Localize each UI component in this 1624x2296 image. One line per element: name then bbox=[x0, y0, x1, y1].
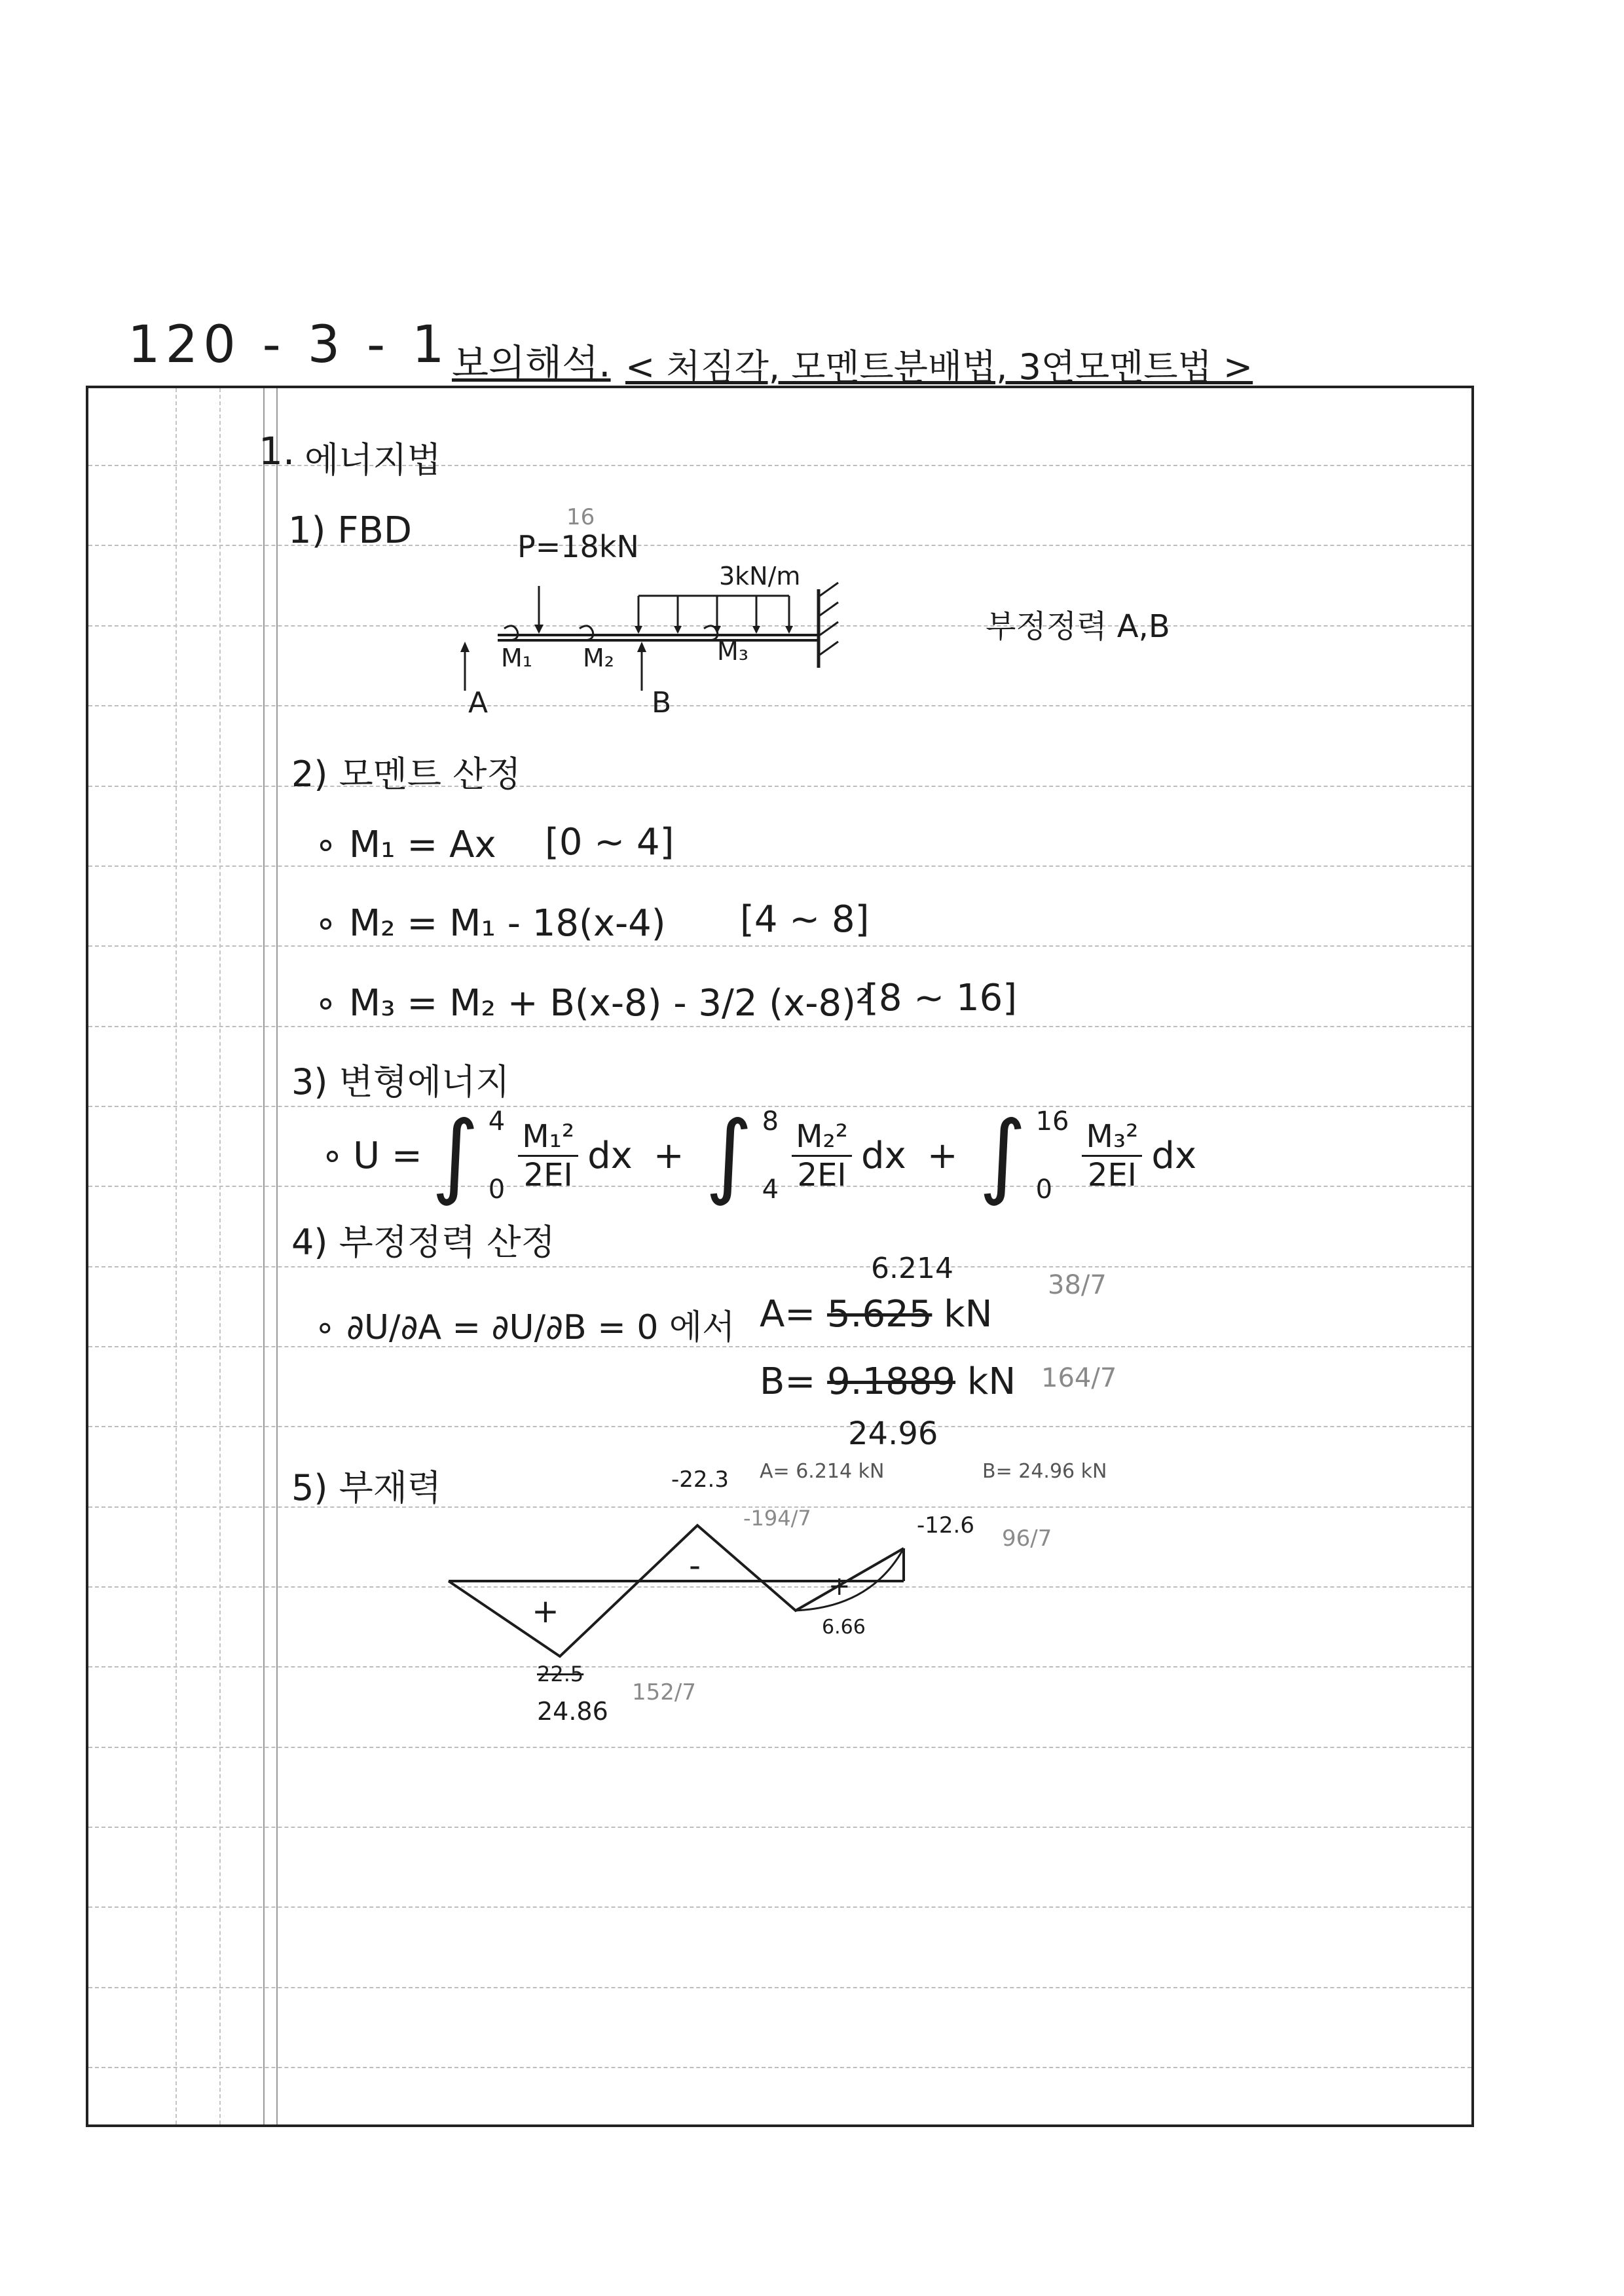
page-subtitle: < 처짐각, 모멘트분배법, 3연모멘트법 > bbox=[625, 346, 1253, 388]
reaction-a-struck: 5.625 bbox=[827, 1293, 932, 1336]
t1-upper: 4 bbox=[488, 1106, 506, 1137]
bending-moment-diagram bbox=[439, 1512, 936, 1669]
moment-eq-1-range: [0 ~ 4] bbox=[545, 821, 674, 864]
page-title: 보의해석. bbox=[452, 341, 611, 386]
rule-line bbox=[88, 1906, 1471, 1908]
rule-line bbox=[88, 465, 1471, 466]
margin-line bbox=[276, 388, 278, 2124]
energy-lhs: U = bbox=[353, 1134, 422, 1177]
moment-eq-3-expr: M₃ = M₂ + B(x-8) - 3/2 (x-8)² bbox=[348, 982, 871, 1025]
moment-label-m2: M₂ bbox=[583, 644, 615, 672]
distributed-load-label: 3kN/m bbox=[719, 562, 801, 591]
reaction-b-struck: 9.1889 bbox=[827, 1360, 956, 1403]
point-load-label: P=18kN bbox=[517, 529, 639, 564]
t3-lower: 0 bbox=[1035, 1175, 1053, 1205]
moment-eq-1: ∘ M₁ = Ax bbox=[314, 824, 496, 866]
reaction-a-fraction: 38/7 bbox=[1048, 1270, 1107, 1300]
strain-energy-equation: ∘ U = ∫ 4 0 $\frac{\text{M₁²}}{2EI}$ dx + ∫ 8 4 $\frac{\text{M₂²}}{2EI}$ dx + ∫ 16 0 $\frac{\text{M₃²}}{2EI}$ dx bbox=[321, 1102, 1197, 1209]
t1-lower: 0 bbox=[488, 1175, 506, 1205]
t2-den: 2EI bbox=[797, 1156, 847, 1194]
t1-dx: dx bbox=[587, 1134, 633, 1177]
rule-line bbox=[88, 1987, 1471, 1988]
bmd-pos-peak-span1-fraction: 152/7 bbox=[632, 1679, 696, 1705]
rule-line bbox=[88, 866, 1471, 867]
rule-line bbox=[88, 1827, 1471, 1828]
t2-upper: 8 bbox=[762, 1106, 779, 1137]
moment-eq-3: ∘ M₃ = M₂ + B(x-8) - 3/2 (x-8)² bbox=[314, 982, 871, 1025]
fbd-label: 1) FBD bbox=[288, 509, 413, 552]
moments-label: 2) 모멘트 산정 bbox=[291, 754, 521, 795]
redundant-condition-text: ∂U/∂A = ∂U/∂B = 0 에서 bbox=[346, 1308, 735, 1347]
plus-2: + bbox=[927, 1134, 958, 1177]
t1-num: M₁² bbox=[518, 1121, 578, 1157]
rule-line bbox=[88, 945, 1471, 947]
support-label-b: B bbox=[652, 686, 672, 720]
rule-line bbox=[88, 1426, 1471, 1427]
bmd-sign-1: + bbox=[532, 1592, 559, 1630]
reaction-b-unit: kN bbox=[967, 1360, 1016, 1403]
redundant-label: 4) 부정정력 산정 bbox=[291, 1222, 555, 1263]
reaction-a-final: A= 6.214 kN bbox=[760, 1460, 885, 1483]
bmd-neg-peak-fraction: -194/7 bbox=[743, 1506, 811, 1531]
bmd-pos-peak-span1: 24.86 bbox=[537, 1697, 608, 1726]
problem-number: 120 - 3 - 1 bbox=[128, 316, 450, 374]
reaction-a: A= 5.625 kN bbox=[760, 1293, 993, 1336]
reaction-b-fraction: 164/7 bbox=[1041, 1363, 1117, 1393]
bmd-pos-peak-span2: 6.66 bbox=[822, 1616, 866, 1639]
moment-label-m1: M₁ bbox=[501, 644, 533, 672]
reaction-a-unit: kN bbox=[944, 1293, 993, 1336]
t3-den: 2EI bbox=[1087, 1156, 1137, 1194]
moment-eq-3-range: [8 ~ 16] bbox=[864, 977, 1018, 1019]
bmd-label: 5) 부재력 bbox=[291, 1467, 442, 1508]
t2-num: M₂² bbox=[792, 1121, 852, 1157]
reaction-b-final: B= 24.96 kN bbox=[982, 1460, 1107, 1483]
margin-line bbox=[219, 388, 221, 2124]
moment-label-m3: M₃ bbox=[717, 637, 749, 666]
bmd-end-moment: -12.6 bbox=[917, 1512, 974, 1539]
moment-eq-2-range: [4 ~ 8] bbox=[740, 898, 870, 941]
t2-lower: 4 bbox=[762, 1175, 779, 1205]
t2-dx: dx bbox=[861, 1134, 906, 1177]
moment-eq-1-expr: M₁ = Ax bbox=[348, 824, 496, 866]
t3-upper: 16 bbox=[1035, 1106, 1069, 1137]
reaction-a-corrected: 6.214 bbox=[871, 1252, 953, 1285]
support-label-a: A bbox=[468, 686, 489, 720]
rule-line bbox=[88, 1747, 1471, 1748]
t3-num: M₃² bbox=[1082, 1121, 1142, 1157]
bmd-end-moment-fraction: 96/7 bbox=[1002, 1525, 1052, 1552]
margin-line bbox=[263, 388, 265, 2124]
rule-line bbox=[88, 2067, 1471, 2068]
bmd-sign-3: + bbox=[828, 1571, 851, 1601]
rule-line bbox=[88, 1026, 1471, 1027]
moment-eq-2: ∘ M₂ = M₁ - 18(x-4) bbox=[314, 902, 666, 945]
section-title: 에너지법 bbox=[304, 439, 441, 481]
margin-line bbox=[175, 388, 177, 2124]
moment-eq-2-expr: M₂ = M₁ - 18(x-4) bbox=[348, 902, 666, 945]
rule-line bbox=[88, 1346, 1471, 1347]
reaction-b: B= 9.1889 kN bbox=[760, 1360, 1016, 1403]
bmd-neg-peak: -22.3 bbox=[671, 1467, 729, 1493]
rule-line bbox=[88, 1266, 1471, 1267]
reaction-b-corrected: 24.96 bbox=[848, 1415, 938, 1452]
section-number: 1. bbox=[259, 429, 295, 473]
redundant-condition: ∘ ∂U/∂A = ∂U/∂B = 0 에서 bbox=[314, 1308, 735, 1347]
plus-1: + bbox=[653, 1134, 684, 1177]
t3-dx: dx bbox=[1151, 1134, 1197, 1177]
strain-energy-label: 3) 변형에너지 bbox=[291, 1061, 510, 1102]
t1-den: 2EI bbox=[523, 1156, 573, 1194]
point-load-correction: 16 bbox=[566, 504, 595, 530]
bmd-sign-2: - bbox=[689, 1546, 701, 1584]
bmd-pos-peak-span1-struck: 22.5 bbox=[537, 1662, 584, 1686]
redundant-note: 부정정력 A,B bbox=[986, 608, 1170, 645]
